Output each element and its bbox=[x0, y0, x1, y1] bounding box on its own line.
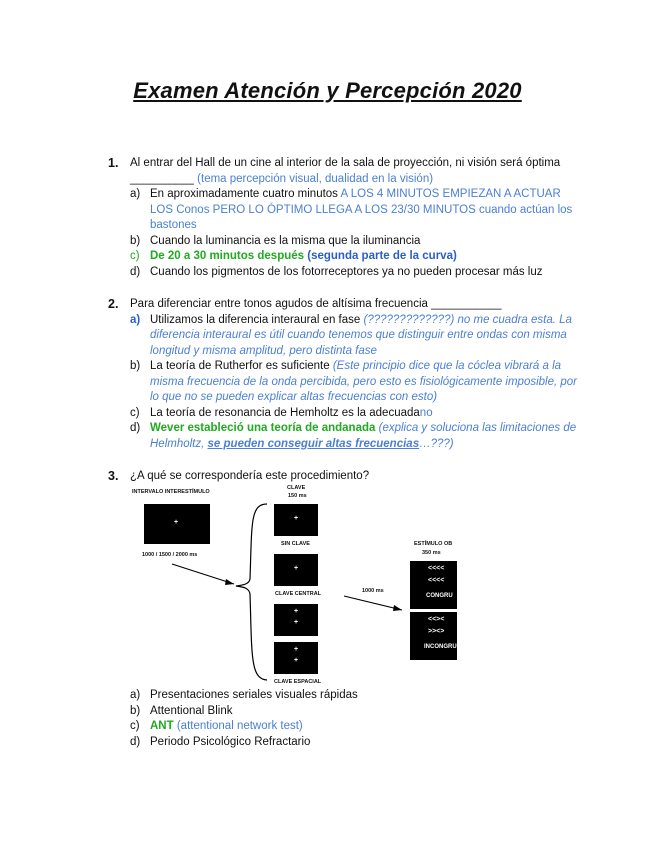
answer-blank: ___________ bbox=[431, 298, 502, 310]
arrows-icon: <<<< bbox=[428, 565, 445, 572]
fixation-cross: + bbox=[294, 646, 299, 653]
option-letter: d) bbox=[130, 422, 141, 434]
fixation-cross: + bbox=[294, 515, 299, 522]
cue-duration: 150 ms bbox=[288, 493, 307, 499]
sin-clave-label: SIN CLAVE bbox=[281, 541, 310, 547]
option-b bbox=[130, 359, 580, 406]
question-2 bbox=[110, 297, 580, 452]
option-letter: b) bbox=[130, 234, 141, 247]
annotation: (?????????????) no me cuadra esta. La diferencia interaural es útil cuando tenemos que distinguir entre ondas con misma longitud y misma amplitud, pero distinta fase bbox=[150, 313, 572, 357]
clave-espacial-label: CLAVE ESPACIAL bbox=[274, 679, 322, 685]
arrow-line bbox=[344, 596, 402, 610]
question-3-options bbox=[110, 688, 580, 750]
brace-icon bbox=[236, 504, 267, 680]
clave-central-label: CLAVE CENTRAL bbox=[275, 591, 322, 597]
arrows-icon: >><> bbox=[428, 628, 445, 635]
option-d bbox=[130, 265, 580, 281]
fixation-cross: + bbox=[294, 608, 299, 615]
option-text: Cuando los pigmentos de los fotorreceptores ya no pueden procesar más luz bbox=[150, 265, 543, 278]
option-b bbox=[130, 704, 580, 720]
option-text: Presentaciones seriales visuales rápidas bbox=[150, 689, 358, 701]
option-letter: a) bbox=[130, 689, 141, 701]
annotation: (attentional network test) bbox=[176, 720, 303, 732]
congruent-label: CONGRU bbox=[426, 593, 453, 599]
question-number: 3. bbox=[108, 469, 119, 483]
option-a bbox=[130, 313, 580, 360]
cue-label: CLAVE bbox=[287, 485, 306, 491]
procedure-figure bbox=[130, 484, 457, 687]
annotation: (explica y soluciona las limitaciones de Helmholtz, bbox=[150, 422, 577, 450]
question-text bbox=[130, 297, 580, 313]
arrow-line bbox=[172, 564, 234, 584]
question-number: 2. bbox=[108, 297, 119, 311]
option-letter: c) bbox=[130, 250, 140, 262]
target-screen-congruent bbox=[410, 561, 457, 609]
arrow-head bbox=[225, 579, 234, 585]
annotation: A LOS 4 MINUTOS EMPIEZAN A ACTUAR LOS Conos PERO LO ÓPTIMO LLEGA A LOS 23/30 MINUTOS cuando actúan los bastones bbox=[150, 188, 573, 231]
option-letter: d) bbox=[130, 265, 141, 278]
option-letter: d) bbox=[130, 735, 141, 748]
option-letter: b) bbox=[130, 360, 141, 372]
option-text: La teoría de resonancia de Hemholtz es la adecuada bbox=[150, 406, 420, 419]
correct-answer: ANT bbox=[150, 720, 174, 732]
question-3 bbox=[110, 469, 580, 485]
question-1 bbox=[110, 156, 580, 280]
target-label: ESTÍMULO OB bbox=[414, 541, 453, 547]
option-letter: c) bbox=[130, 720, 140, 732]
question-stem: Para diferenciar entre tonos agudos de altísima frecuencia bbox=[130, 298, 428, 310]
question-text bbox=[130, 156, 580, 187]
option-c bbox=[130, 406, 580, 422]
incongruent-label: INCONGRU bbox=[424, 644, 457, 650]
interval-times: 1000 / 1500 / 2000 ms bbox=[142, 552, 198, 558]
option-letter: a) bbox=[130, 313, 141, 326]
fixation-cross: + bbox=[294, 565, 299, 572]
question-stem: Al entrar del Hall de un cine al interior de la sala de proyección, ni visión será óptima bbox=[130, 157, 561, 169]
option-c bbox=[130, 249, 580, 265]
interval-label: INTERVALO INTERESTÍMULO bbox=[132, 489, 210, 495]
correct-answer: De 20 a 30 minutos después bbox=[150, 250, 305, 262]
figure-lines bbox=[130, 484, 457, 687]
question-number: 1. bbox=[108, 156, 119, 170]
option-text: En aproximadamente cuatro minutos bbox=[150, 188, 338, 200]
target-screen-incongruent bbox=[410, 612, 457, 660]
page-title: Examen Atención y Percepción 2020 bbox=[133, 78, 522, 103]
option-d bbox=[130, 735, 580, 751]
arrow-head bbox=[393, 605, 402, 611]
annotation: (segunda parte de la curva) bbox=[307, 250, 457, 262]
option-c bbox=[130, 719, 580, 735]
question-stem: ¿A qué se correspondería este procedimiento? bbox=[130, 470, 370, 482]
option-a bbox=[130, 688, 580, 704]
option-text: Periodo Psicológico Refractario bbox=[150, 735, 311, 748]
annotation-emphasis: se pueden conseguir altas frecuencias bbox=[207, 437, 420, 450]
arrows-icon: <<<< bbox=[428, 577, 445, 584]
option-b bbox=[130, 234, 580, 250]
option-letter: a) bbox=[130, 188, 141, 200]
fixation-cross: + bbox=[294, 657, 299, 664]
fixation-cross: + bbox=[294, 619, 299, 626]
annotation: no bbox=[419, 406, 433, 419]
option-a bbox=[130, 187, 580, 234]
question-text bbox=[130, 469, 580, 485]
option-text: Cuando la luminancia es la misma que la iluminancia bbox=[150, 234, 421, 247]
arrows-icon: <<>< bbox=[428, 616, 445, 623]
option-text: La teoría de Rutherfor es suficiente bbox=[150, 360, 330, 372]
option-letter: b) bbox=[130, 704, 141, 717]
target-duration: 350 ms bbox=[422, 550, 441, 556]
correct-answer: Wever estableció una teoría de andanada bbox=[150, 422, 376, 434]
annotation: (Este principio dice que la cóclea vibrará a la misma frecuencia de la onda percibida, pero esto es fisiológicamente imposible, por lo que no se pueden explicar altas frecuencias con esto) bbox=[150, 360, 578, 403]
annotation: …???) bbox=[419, 437, 454, 450]
delay-label: 1000 ms bbox=[362, 588, 384, 594]
annotation: (tema percepción visual, dualidad en la visión) bbox=[197, 172, 434, 185]
option-d bbox=[130, 421, 580, 452]
answer-blank: __________ bbox=[130, 172, 194, 185]
fixation-cross: + bbox=[174, 519, 179, 526]
option-letter: c) bbox=[130, 406, 140, 419]
option-text: Utilizamos la diferencia interaural en fase bbox=[150, 313, 361, 326]
option-text: Attentional Blink bbox=[150, 704, 233, 717]
